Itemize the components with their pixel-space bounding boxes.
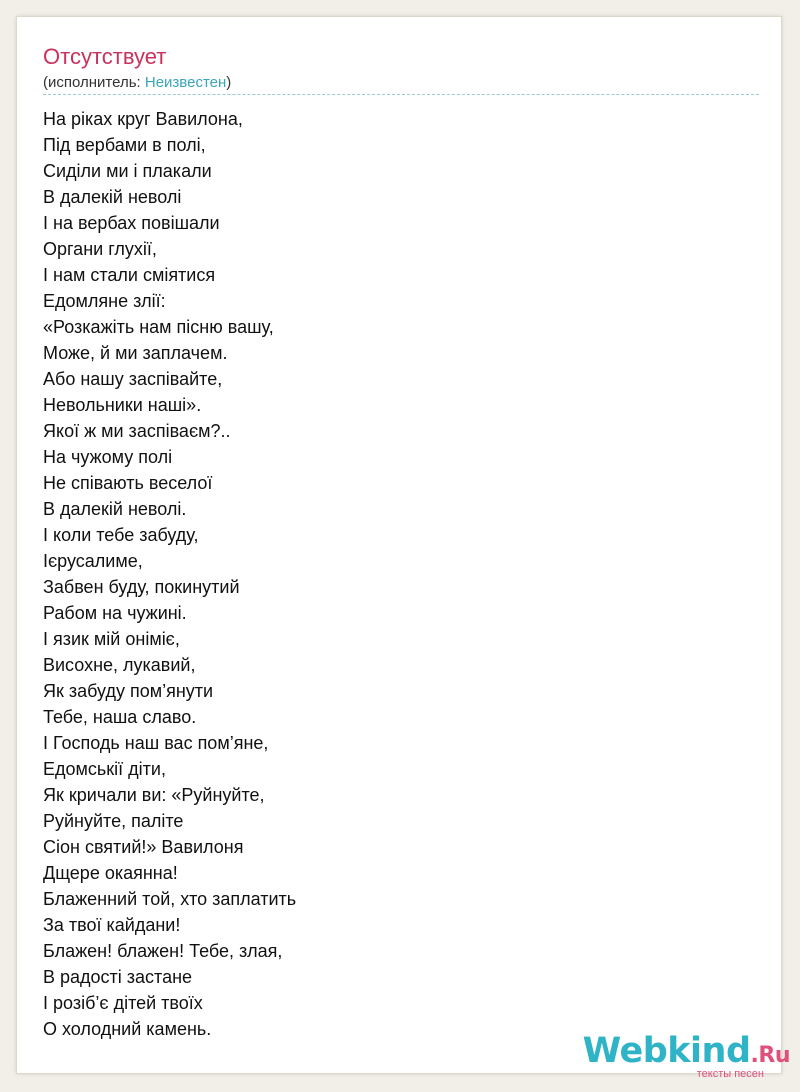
lyrics-card	[16, 16, 782, 1074]
lyric-line: О холодний камень.	[43, 1019, 212, 1039]
lyric-line: «Розкажіть нам пісню вашу,	[43, 317, 274, 337]
lyric-line: Невольники наші».	[43, 395, 202, 415]
lyric-line: Як забуду пом’янути	[43, 681, 214, 701]
lyric-line: Або нашу заспівайте,	[43, 369, 223, 389]
lyric-line: Ієрусалиме,	[43, 551, 143, 571]
lyric-line: І нам стали сміятися	[43, 265, 216, 285]
lyric-line: І язик мій оніміє,	[43, 629, 180, 649]
lyric-line: І на вербах повішали	[43, 213, 220, 233]
song-title: Отсутствует	[43, 44, 167, 69]
lyric-line: Сіон святий!» Вавилоня	[43, 837, 244, 857]
lyric-line: На ріках круг Вавилона,	[43, 109, 243, 129]
logo-suffix: .Ru	[750, 1043, 790, 1068]
lyric-line: Не співають веселої	[43, 473, 213, 493]
lyric-line: В радості застане	[43, 967, 193, 987]
lyric-line: Може, й ми заплачем.	[43, 343, 228, 363]
artist-prefix: (исполнитель:	[43, 74, 145, 91]
lyric-line: Блажен! блажен! Тебе, злая,	[43, 941, 283, 961]
lyric-line: Якої ж ми заспіваєм?..	[43, 421, 231, 441]
logo-main: Webkind	[582, 1031, 751, 1071]
lyric-line: Руйнуйте, паліте	[43, 811, 184, 831]
lyric-line: За твої кайдани!	[43, 915, 181, 935]
lyric-line: Забвен буду, покинутий	[43, 577, 240, 597]
lyric-line: І коли тебе забуду,	[43, 525, 199, 545]
lyric-line: В далекій неволі.	[43, 499, 187, 519]
site-logo[interactable]	[582, 1031, 790, 1082]
lyric-line: На чужому полі	[43, 447, 173, 467]
lyric-line: Рабом на чужині.	[43, 603, 187, 623]
lyric-line: Тебе, наша славо.	[43, 707, 197, 727]
lyric-line: Блаженний той, хто заплатить	[43, 889, 297, 909]
lyric-line: Едомськії діти,	[43, 759, 166, 779]
logo-subtitle: тексты песен	[696, 1068, 764, 1080]
lyric-line: Висохне, лукавий,	[43, 655, 196, 675]
artist-link[interactable]: Неизвестен	[144, 74, 227, 91]
lyric-line: Сиділи ми і плакали	[43, 161, 212, 181]
lyric-line: І Господь наш вас пом’яне,	[43, 733, 269, 753]
lyric-line: І розіб’є дітей твоїх	[43, 993, 203, 1013]
artist-line	[43, 73, 231, 93]
lyric-line: Під вербами в полі,	[43, 135, 206, 155]
lyric-line: Органи глухії,	[43, 239, 157, 259]
artist-suffix: )	[226, 74, 232, 91]
lyrics-text	[43, 106, 296, 1042]
lyric-line: Як кричали ви: «Руйнуйте,	[43, 785, 265, 805]
lyric-line: В далекій неволі	[43, 187, 182, 207]
lyric-line: Едомляне злії:	[43, 291, 166, 311]
divider	[43, 94, 759, 95]
lyric-line: Дщере окаянна!	[43, 863, 178, 883]
